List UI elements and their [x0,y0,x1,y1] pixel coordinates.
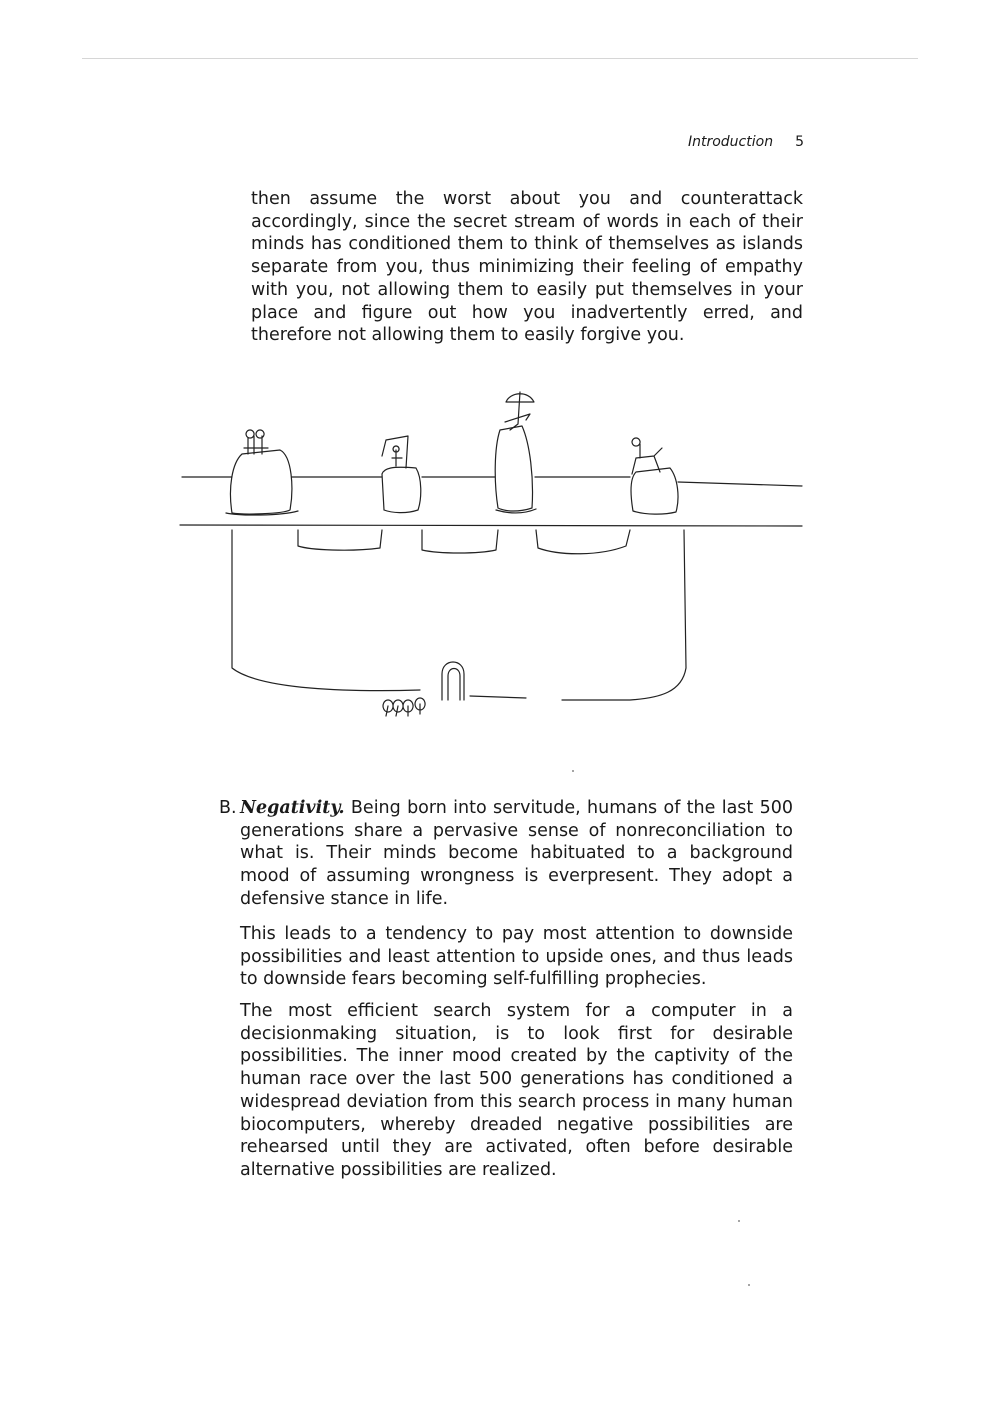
root-3 [536,530,630,554]
horse-rider [632,438,662,474]
page-number: 5 [795,134,804,150]
small-figures [383,698,425,716]
islands-illustration [170,378,810,723]
figure-harp [392,446,402,466]
island-1 [230,450,291,514]
opening-paragraph: then assume the worst about you and counterattack accordingly, since the secret stream of words in each of their minds has conditioned them to think of themselves as islands separate from you, thus minimizing their feeling of empathy with you, not allowing them to easily put themselves in your place and figure out how you inadvertently erred, and therefore not allowing them to easily forgive you. [251,189,803,346]
section-b-paragraph-2: This leads to a tendency to pay most attention to downside possibilities and least attention to upside ones, and thus leads to downside fears becoming self-fulfilling prophecies. [240,924,793,990]
surface-line [180,525,802,526]
section-term: Negativity. [240,798,345,818]
island-4 [631,468,678,514]
section-marker: B. [219,798,237,818]
umbrella-figure [505,392,534,430]
underwater-enclosure [232,530,686,700]
top-rule [82,58,918,59]
section-lead-text: Being born into servitude, humans of the last 500 generations share a pervasive sense of nonreconciliation to what is. Their minds become habituated to a background mood of assuming wrongness is everpresent. They adopt a defensive stance in life. [240,798,793,909]
figures-island-1 [244,430,268,454]
scan-speck [738,1220,740,1222]
root-2 [422,530,498,553]
root-1 [298,530,382,550]
section-b-paragraph-1 [240,797,793,911]
section-b-paragraph-3: The most efficient search system for a computer in a decisionmaking situation, is to look first for desirable possibilities. The inner mood created by the captivity of the human race over the last 500 generations has conditioned a widespread deviation from this search process in many human biocomputers, whereby dreaded negative possibilities are rehearsed until they are activated, often before desirable alternative possibilities are realized. [240,1001,793,1180]
underwater-arch [442,662,464,700]
island-3 [495,426,532,511]
section-title: Introduction [687,134,774,150]
scan-speck [748,1284,750,1286]
scan-speck [572,770,574,772]
upper-water-line [182,477,802,486]
running-head [600,134,804,150]
island-2 [382,467,421,512]
